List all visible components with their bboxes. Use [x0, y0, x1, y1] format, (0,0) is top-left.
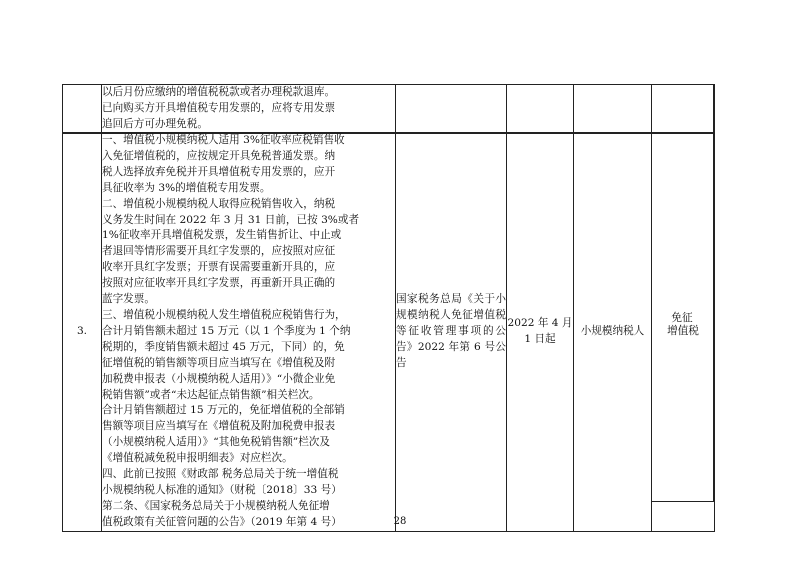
- continuation-row: [63, 85, 715, 134]
- row-number: 3.: [63, 133, 102, 532]
- basis-cell: [396, 85, 507, 134]
- taxpayer-cell: [574, 85, 652, 134]
- date-cell: [507, 85, 574, 134]
- content-line: 具征收率为 3%的增值税专用发票。: [102, 181, 271, 194]
- number-cell: [63, 85, 102, 134]
- content-line: 三、增值税小规模纳税人发生增值税应税销售行为，: [102, 308, 346, 321]
- content-line: 以后月份应缴纳的增值税税款或者办理税款退库。: [102, 86, 336, 98]
- content-cell: [102, 133, 396, 532]
- content-line: 值税政策有关征管问题的公告》（2019 年第 4 号）: [102, 515, 342, 528]
- content-line: 第二条、《国家税务总局关于小规模纳税人免征增: [102, 499, 330, 512]
- tax-type: 增值税: [652, 133, 715, 532]
- content-line: 1%征收率开具增值税发票，发生销售折让、中止或: [102, 229, 342, 242]
- content-line: 税期的，季度销售额未超过 45 万元，下同）的，免: [102, 340, 345, 353]
- preference-cell-continuation: [651, 84, 714, 133]
- content-line: 售额等项目应当填写在《增值税及附加税费申报表: [102, 420, 336, 433]
- preference-type: 免征: [671, 311, 693, 324]
- taxpayer-type: 小规模纳税人: [574, 133, 652, 532]
- content-line: 者退回等情形需要开具红字发票的，应按照对应征: [102, 245, 336, 258]
- effective-date: 2022 年 4 月 1 日起: [507, 133, 574, 532]
- table-row: [63, 133, 715, 532]
- page-number: 28: [393, 516, 407, 527]
- content-line: 追回后方可办理免税。: [102, 117, 208, 130]
- content-line: 合计月销售额未超过 15 万元（以 1 个季度为 1 个纳: [102, 324, 351, 337]
- content-line: （小规模纳税人适用）》“其他免税销售额”栏次及: [102, 436, 330, 449]
- content-line: 税销售额”或者“未达起征点销售额”相关栏次。: [102, 388, 320, 401]
- content-line: 税人选择放弃免税并开具增值税专用发票的，应开: [102, 165, 336, 178]
- content-line: 按照对应征收率开具红字发票，再重新开具正确的: [102, 277, 336, 290]
- policy-basis: 国家税务总局《关于小规模纳税人免征增值税等征收管理事项的公告》2022 年第 6 号公告: [396, 133, 507, 532]
- content-line: 义务发生时间在 2022 年 3 月 31 日前，已按 3%或者: [102, 213, 360, 226]
- content-line: 四、此前已按照《财政部 税务总局关于统一增值税: [102, 468, 339, 481]
- content-line: 小规模纳税人标准的通知》（财税〔2018〕33 号）: [102, 483, 342, 496]
- content-line: 征增值税的销售额等项目应当填写在《增值税及附: [102, 356, 336, 369]
- content-line: 《增值税减免税申报明细表》对应栏次。: [102, 452, 293, 465]
- content-line: 合计月销售额超过 15 万元的，免征增值税的全部销: [102, 404, 345, 417]
- content-line: 已向购买方开具增值税专用发票的，应将专用发票: [102, 101, 336, 114]
- content-line: 收率开具红字发票；开票有误需要重新开具的，应: [102, 261, 336, 274]
- preference-cell: [651, 132, 714, 502]
- content-cell: [102, 85, 396, 134]
- policy-table: [62, 84, 715, 134]
- content-line: 加税费申报表（小规模纳税人适用）》“小微企业免: [102, 372, 336, 385]
- content-line: 一、增值税小规模纳税人适用 3%征收率应税销售收: [102, 134, 345, 146]
- content-line: 二、增值税小规模纳税人取得应税销售收入，纳税: [102, 197, 336, 210]
- content-line: 入免征增值税的，应按规定开具免税普通发票。纳: [102, 149, 336, 162]
- policy-table-row-3: [62, 132, 715, 532]
- content-line: 蓝字发票。: [102, 293, 155, 306]
